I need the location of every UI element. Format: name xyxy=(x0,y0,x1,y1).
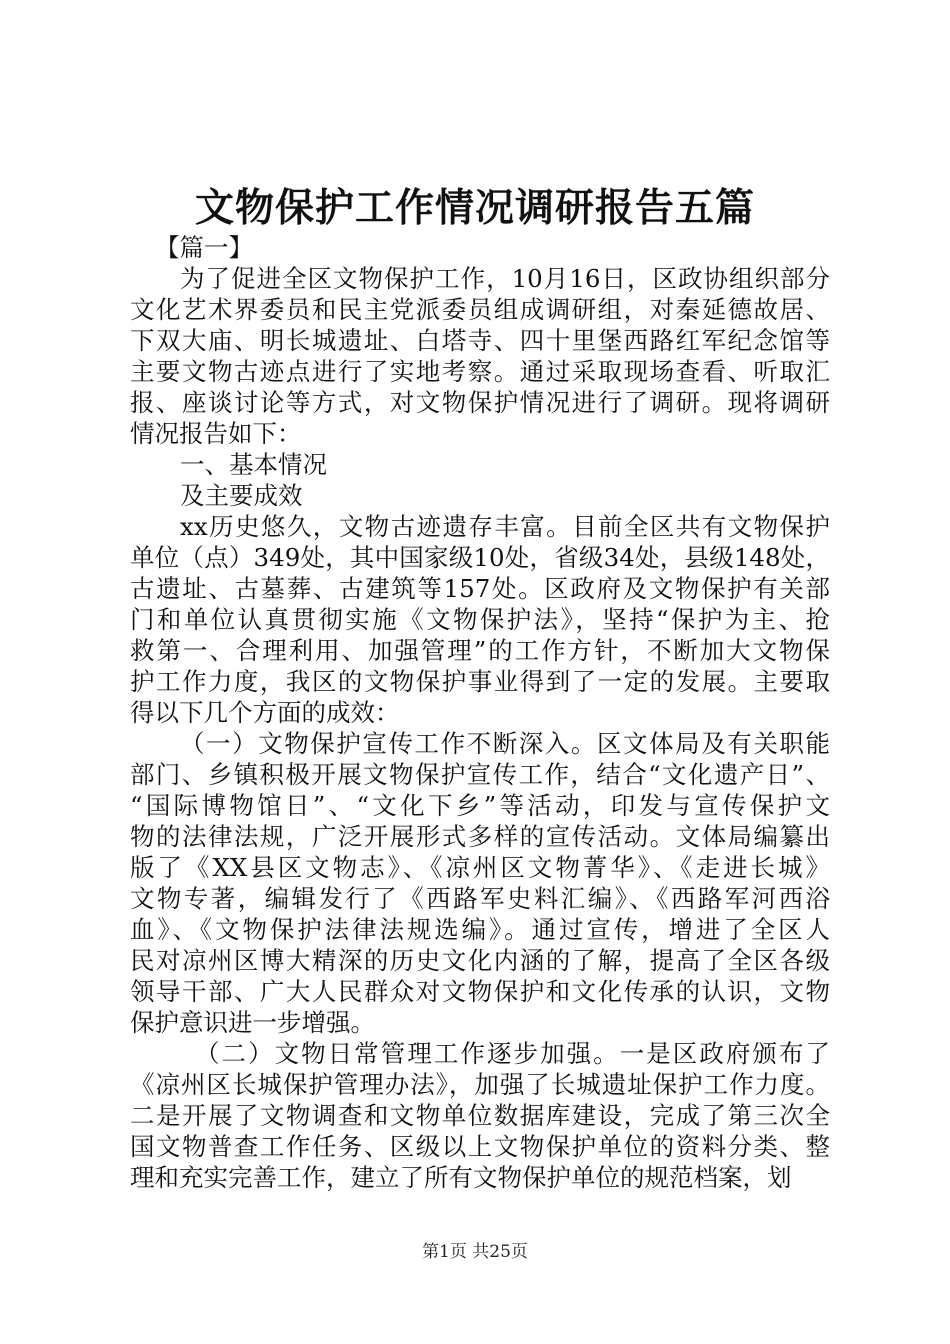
text-line: 救第一、合理利用、加强管理”的工作方针，不断加大文物保 xyxy=(130,636,830,665)
text-line: 一、基本情况 xyxy=(180,450,327,479)
text-line: 文物专著，编辑发行了《西路军史料汇编》、《西路军河西浴 xyxy=(130,884,830,913)
text-line: 为了促进全区文物保护工作，10月16日，区政协组织部分 xyxy=(180,264,830,293)
text-line: 保护意识进一步增强。 xyxy=(130,1008,375,1037)
text-line: 血》、《文物保护法律法规选编》。通过宣传，增进了全区人 xyxy=(130,915,830,944)
text-line: 部门、乡镇积极开展文物保护宣传工作，结合“文化遗产日”、 xyxy=(130,760,830,789)
text-line: 护工作力度，我区的文物保护事业得到了一定的发展。主要取 xyxy=(130,667,830,696)
page-number-footer: 第1页 共25页 xyxy=(422,1242,528,1262)
text-line: xx历史悠久，文物古迹遗存丰富。目前全区共有文物保护 xyxy=(180,512,830,541)
text-line: 版了《XX县区文物志》、《凉州区文物菁华》、《走进长城》 xyxy=(130,853,830,882)
text-line: 主要文物古迹点进行了实地考察。通过采取现场查看、听取汇 xyxy=(130,357,830,386)
document-title: 文物保护工作情况调研报告五篇 xyxy=(194,185,755,231)
document-body xyxy=(130,232,830,1193)
text-line: 民对凉州区博大精深的历史文化内涵的了解，提高了全区各级 xyxy=(130,946,830,975)
text-line: 下双大庙、明长城遗址、白塔寺、四十里堡西路红军纪念馆等 xyxy=(130,326,830,355)
text-line: 二是开展了文物调查和文物单位数据库建设，完成了第三次全 xyxy=(130,1101,830,1130)
text-line: 得以下几个方面的成效： xyxy=(130,698,400,727)
text-line: 报、座谈讨论等方式，对文物保护情况进行了调研。现将调研 xyxy=(130,388,830,417)
text-line: （一）文物保护宣传工作不断深入。区文体局及有关职能 xyxy=(180,729,830,758)
text-line: 国文物普查工作任务、区级以上文物保护单位的资料分类、整 xyxy=(130,1132,830,1161)
text-line: 【篇一】 xyxy=(155,233,253,262)
text-line: 《凉州区长城保护管理办法》，加强了长城遗址保护工作力度。 xyxy=(130,1070,830,1099)
text-line: 古遗址、古墓葬、古建筑等157处。区政府及文物保护有关部 xyxy=(130,574,830,603)
text-line: 物的法律法规，广泛开展形式多样的宣传活动。文体局编纂出 xyxy=(130,822,830,851)
text-line: “国际博物馆日”、“文化下乡”等活动，印发与宣传保护文 xyxy=(130,791,830,820)
text-line: 及主要成效 xyxy=(180,481,303,510)
text-line: （二）文物日常管理工作逐步加强。一是区政府颁布了 xyxy=(195,1039,830,1068)
text-line: 门和单位认真贯彻实施《文物保护法》，坚持“保护为主、抢 xyxy=(130,605,830,634)
text-line: 文化艺术界委员和民主党派委员组成调研组，对秦延德故居、 xyxy=(130,295,830,324)
text-line: 领导干部、广大人民群众对文物保护和文化传承的认识，文物 xyxy=(130,977,830,1006)
text-line: 情况报告如下： xyxy=(130,419,302,448)
text-line: 单位（点）349处，其中国家级10处，省级34处，县级148处， xyxy=(130,543,830,572)
text-line: 理和充实完善工作，建立了所有文物保护单位的规范档案，划 xyxy=(130,1163,792,1192)
